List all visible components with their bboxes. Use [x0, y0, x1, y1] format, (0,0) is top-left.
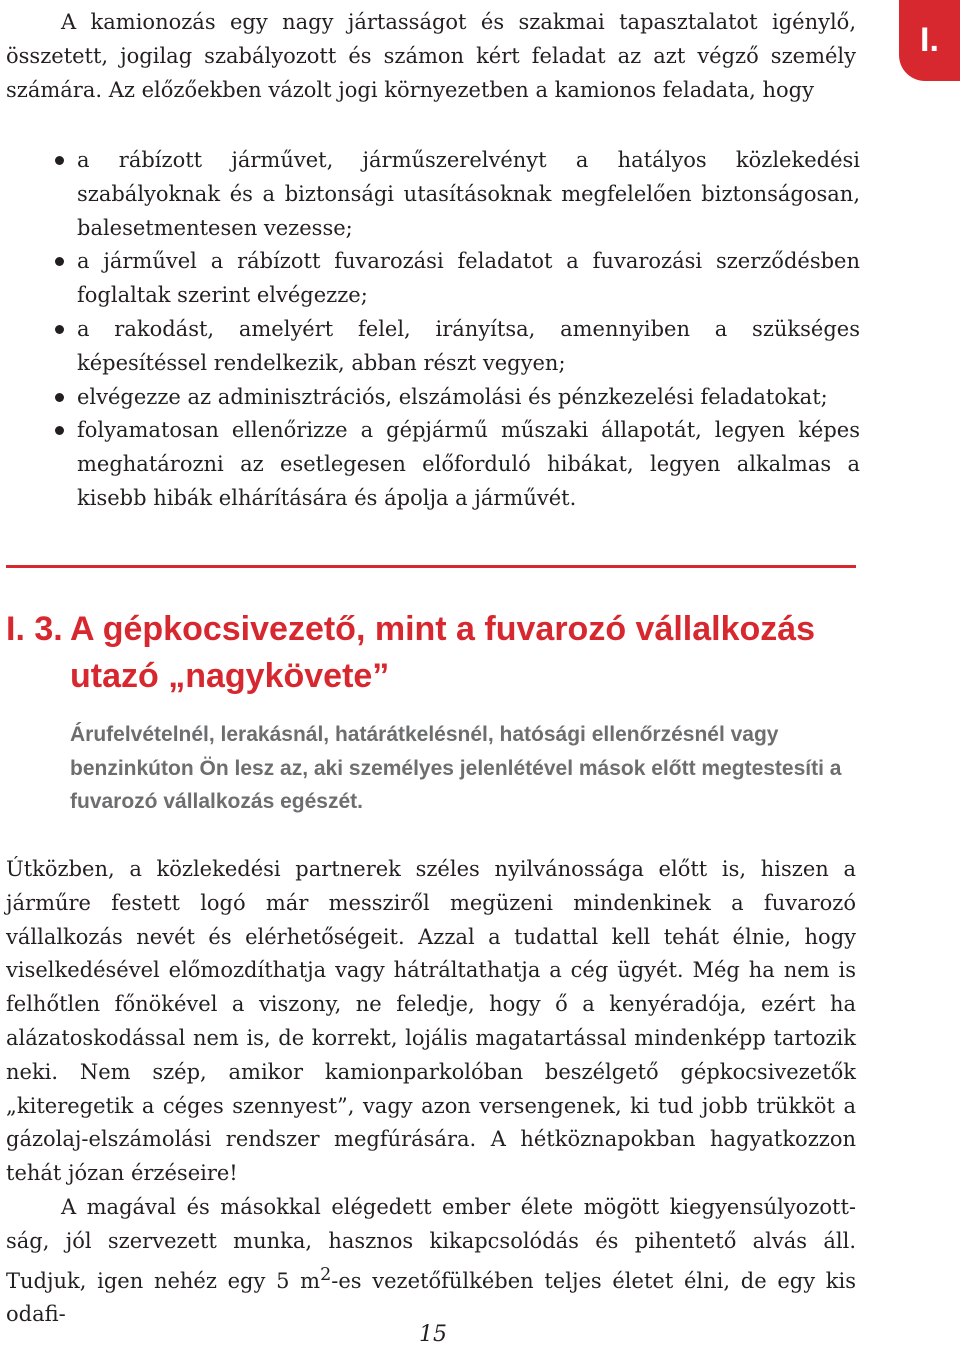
list-item: folyamatosan ellenőrizze a gépjármű műszaki állapotát, legyen képes meghatározni az esetlegesen előforduló hibákat, legyen alkalmas a kisebb hibák elhárítására és ápolja a járművét. [0, 414, 860, 515]
section-title-line1: A gépkocsivezető, mint a fuvarozó vállalkozás [70, 610, 816, 648]
body-paragraph-1: Útközben, a közlekedési partnerek széles nyilvánossága előtt is, hiszen a járműre festett logó már messziről megüzeni mindenkinek a fuvarozó vállalkozás nevét és elérhetőségeit. Azzal a tudattal kell tehát élnie, hogy viselkedésével előmozdíthatja vagy hátráltathatja a cég ügyét. Még ha nem is felhőtlen főnökével a viszony, ne feledje, hogy ő a kenyéradója, ezért ha alázatoskodással nem is, de korrekt, lojális magatartással mindenképp tartozik neki. Nem szép, amikor kamionparkolóban beszélgető gépkocsivezetők „kiteregetik a céges szennyest”, vagy azon versengenek, ki tud jobb trükköt a gázolaj-elszámolási rendszer megfúrására. A hétköznapokban hagyatkozzon tehát józan érzéseire! [6, 857, 856, 1186]
duty-list [0, 144, 860, 516]
superscript: 2 [320, 1264, 332, 1285]
bullet-icon [55, 257, 64, 266]
list-item: elvégezze az adminisztrációs, elszámolási és pénzkezelési feladatokat; [0, 381, 860, 415]
bullet-icon [55, 393, 64, 402]
bullet-icon [55, 156, 64, 165]
section-title-line2: utazó „nagykövete” [70, 657, 390, 695]
section-divider [6, 565, 856, 568]
page-number: 15 [419, 1322, 447, 1347]
list-item: a rábízott járművet, járműszerelvényt a hatályos közlekedési szabályoknak és a biztonsági utasításoknak megfelelően biztonságosan, balesetmentesen vezesse; [0, 144, 860, 245]
chapter-tab: I. [899, 0, 960, 81]
section-number: I. 3. [6, 610, 63, 648]
intro-paragraph: A kamionozás egy nagy jártasságot és szakmai tapasztalatot igénylő, összetett, jogilag szabályozott és számon kért feladat az azt végző személy számára. Az előzőekben vázolt jogi környezetben a kamionos feladata, hogy [6, 10, 856, 102]
section-lead: Árufelvételnél, lerakásnál, határátkelésnél, hatósági ellenőrzésnél vagy benzinkúton Ön lesz az, aki személyes jelenlétével mások előtt megtestesíti a fuvarozó vállalkozás egészét. [70, 723, 842, 813]
bullet-icon [55, 426, 64, 435]
body-text [6, 853, 856, 1332]
section-heading [6, 606, 856, 700]
body-paragraph-2: A magával és másokkal elégedett ember élete mögött kiegyensúlyozott-ság, jól szervezett munka, hasznos kikapcsolódás és pihentető alvás áll. Tudjuk, igen nehéz egy 5 $m^2-es$ vezetőfülkében teljes életet élni, de egy kis odafi- [6, 1194, 856, 1327]
list-item: a rakodást, amelyért felel, irányítsa, amennyiben a szükséges képesítéssel rendelkezik, abban részt vegyen; [0, 313, 860, 381]
list-item: a járművel a rábízott fuvarozási feladatot a fuvarozási szerződésben foglaltak szerint elvégezze; [0, 245, 860, 313]
bullet-icon [55, 325, 64, 334]
